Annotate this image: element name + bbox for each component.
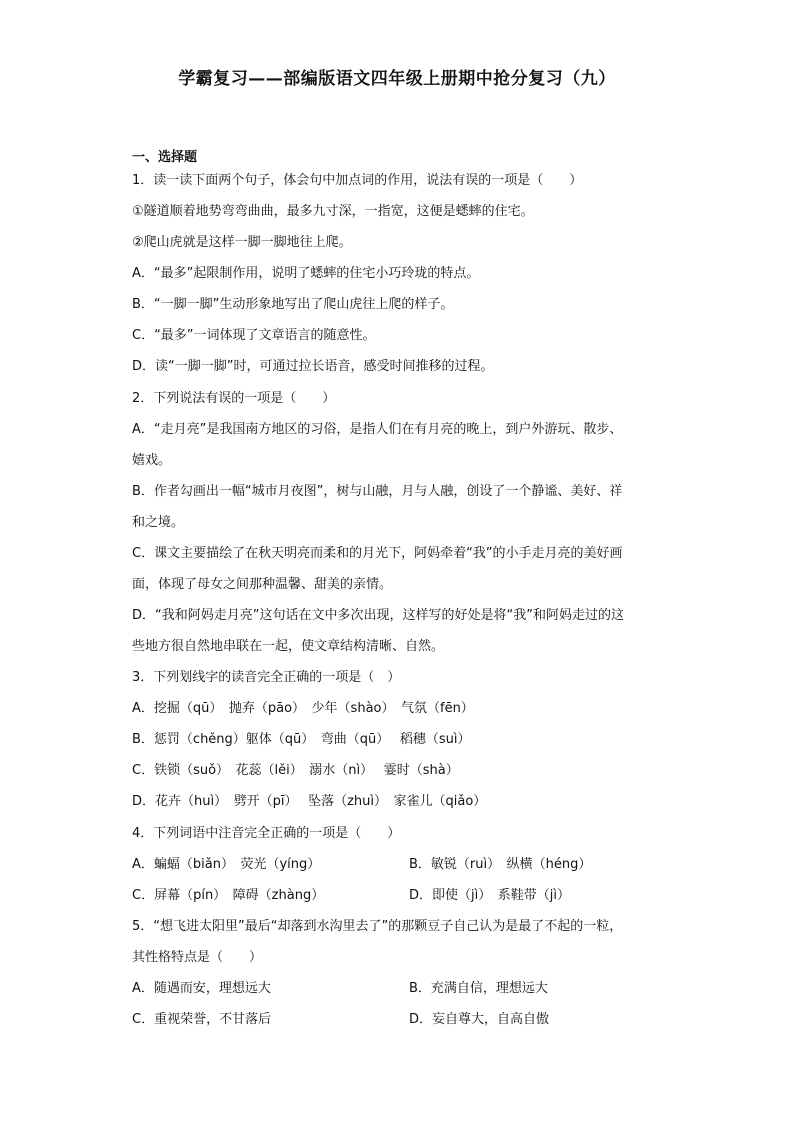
question-1-option-b: B．“一脚一脚”生动形象地写出了爬山虎往上爬的样子。 [132,297,454,312]
question-2-stem: 2．下列说法有误的一项是（ ） [132,391,336,406]
question-4-option-a: A．蝙蝠（biǎn） 荧光（yíng） [132,857,321,872]
question-3-option-a: A．挖掘（qū） 抛弃（pāo） 少年（shào） 气氛（fēn） [132,701,474,716]
question-5-option-b: B．充满自信，理想远大 [409,981,548,996]
question-4-stem: 4．下列词语中注音完全正确的一项是（ ） [132,826,401,841]
question-5-option-a: A．随遇而安，理想远大 [132,981,271,996]
question-1-option-a: A．“最多”起限制作用，说明了蟋蟀的住宅小巧玲珑的特点。 [132,266,480,281]
question-3-stem: 3．下列划线字的读音完全正确的一项是（ ） [132,670,401,685]
question-4-option-b: B．敏锐（ruì） 纵横（héng） [409,857,592,872]
question-4-option-c: C．屏幕（pín） 障碍（zhàng） [132,888,325,903]
question-1-sentence-1: ①隧道顺着地势弯弯曲曲，最多九寸深，一指宽，这便是蟋蟀的住宅。 [132,204,534,219]
question-5-stem-cont: 其性格特点是（ ） [132,950,263,965]
question-1-option-c: C．“最多”一词体现了文章语言的随意性。 [132,328,376,343]
question-2-option-b-cont: 和之境。 [132,515,185,530]
question-3-option-b: B．惩罚（chěng）躯体（qū） 弯曲（qū） 稻穗（suì） [132,732,471,747]
question-5-option-c: C．重视荣誉，不甘落后 [132,1012,272,1027]
page-title: 学霸复习——部编版语文四年级上册期中抢分复习（九） [178,69,616,89]
question-3-option-c: C．铁锁（suǒ） 花蕊（lěi） 溺水（nì） 霎时（shà） [132,763,459,778]
question-1-stem: 1．读一读下面两个句子，体会句中加点词的作用，说法有误的一项是（ ） [132,173,583,188]
question-4-option-d: D．即使（jì） 系鞋带（jì） [409,888,570,903]
question-2-option-b: B．作者勾画出一幅“城市月夜图”，树与山融，月与人融，创设了一个静谧、美好、祥 [132,484,623,499]
question-5-option-d: D．妄自尊大，自高自傲 [409,1012,550,1027]
question-2-option-c-cont: 面，体现了母女之间那种温馨、甜美的亲情。 [132,577,393,592]
question-2-option-c: C．课文主要描绘了在秋天明亮而柔和的月光下，阿妈牵着“我”的小手走月亮的美好画 [132,546,623,561]
question-5-stem: 5．“想飞进太阳里”最后“却落到水沟里去了”的那颗豆子自己认为是最了不起的一粒， [132,919,623,934]
question-3-option-d: D．花卉（huì） 劈开（pī） 坠落（zhuì） 家雀儿（qiǎo） [132,794,487,809]
question-1-option-d: D．读“一脚一脚”时，可通过拉长语音，感受时间推移的过程。 [132,359,494,374]
question-2-option-a: A．“走月亮”是我国南方地区的习俗，是指人们在有月亮的晚上，到户外游玩、散步、 [132,422,623,437]
question-1-sentence-2: ②爬山虎就是这样一脚一脚地往上爬。 [132,235,352,250]
question-2-option-d: D．“我和阿妈走月亮”这句话在文中多次出现，这样写的好处是将“我”和阿妈走过的这 [132,608,624,623]
section-heading: 一、选择题 [132,150,198,165]
question-2-option-a-cont: 嬉戏。 [132,453,172,468]
question-2-option-d-cont: 些地方很自然地串联在一起，使文章结构清晰、自然。 [132,639,445,654]
